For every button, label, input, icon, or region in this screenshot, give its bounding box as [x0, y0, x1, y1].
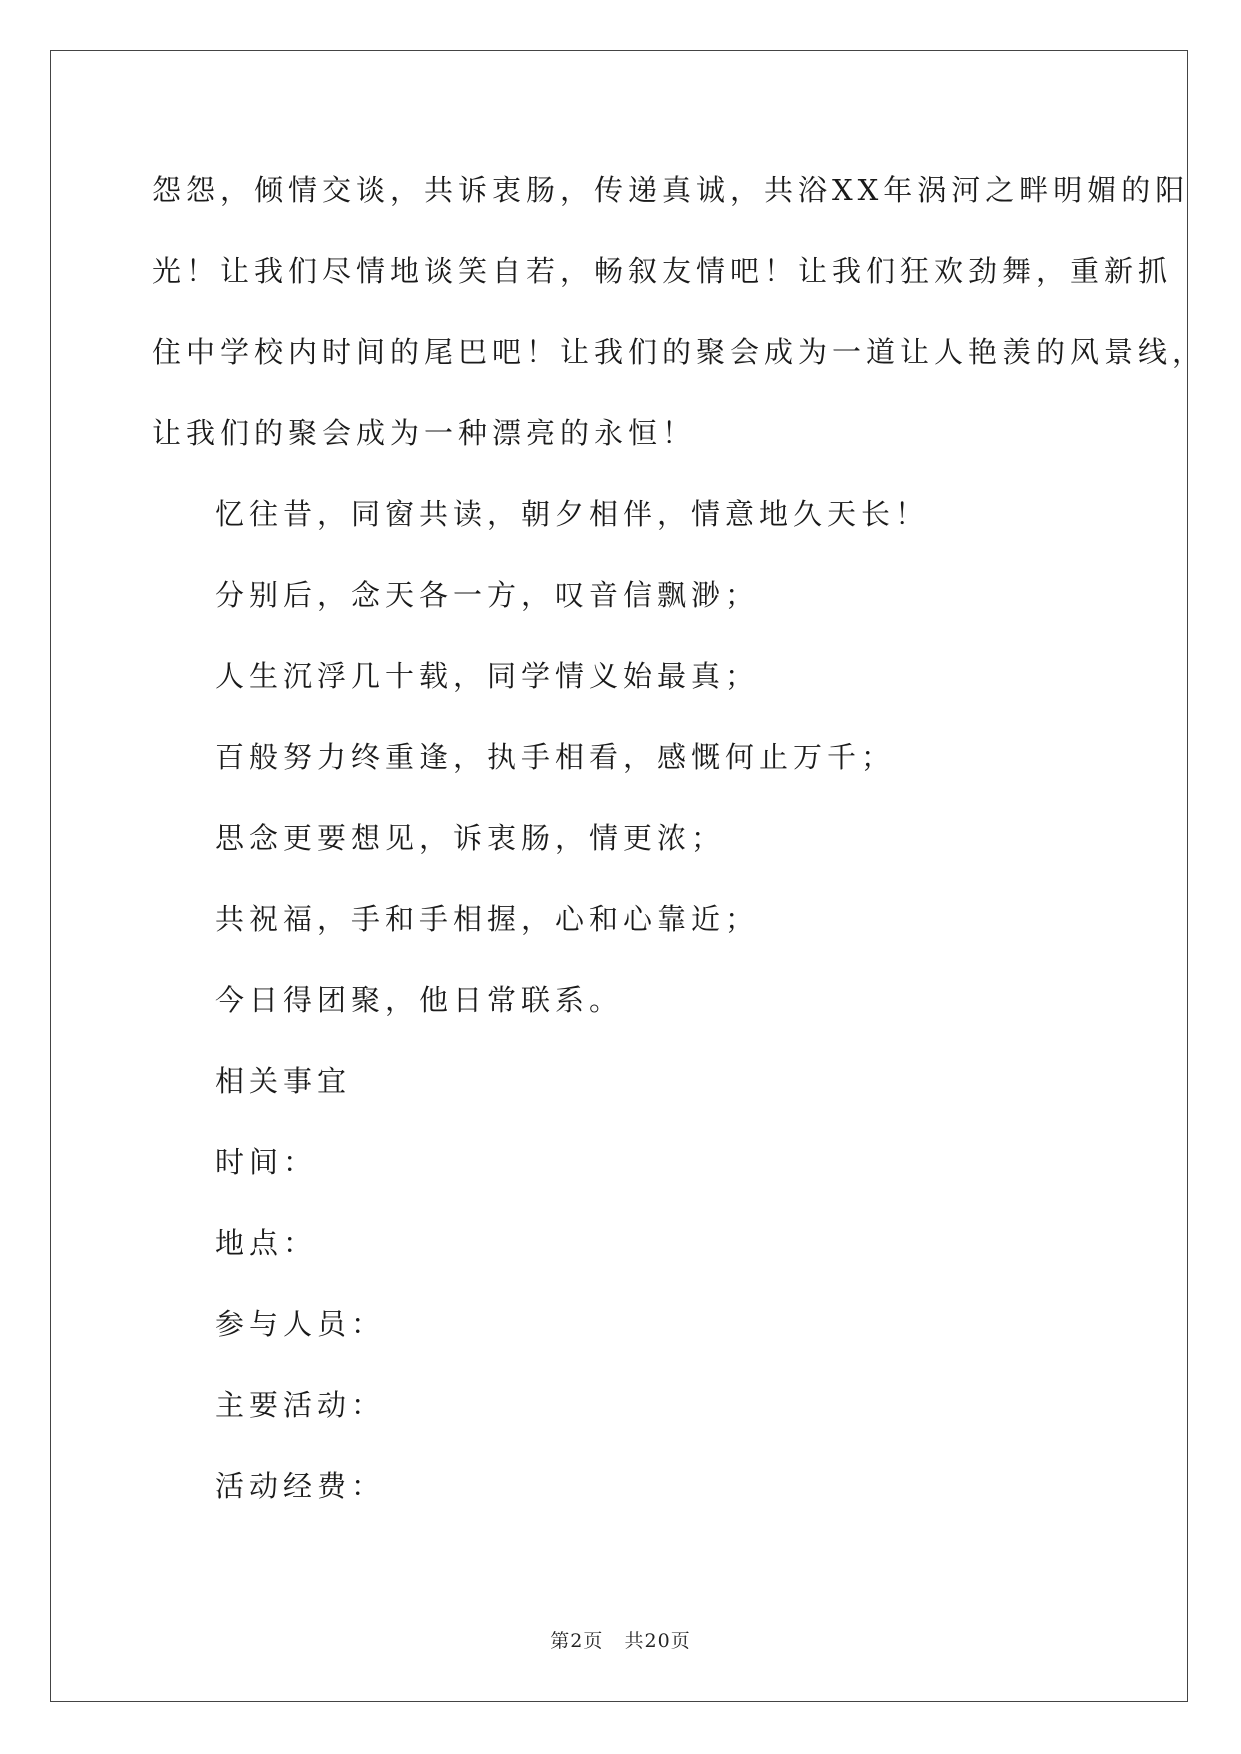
paragraph-line: 光！让我们尽情地谈笑自若，畅叙友情吧！让我们狂欢劲舞，重新抓 — [152, 254, 1173, 288]
section-heading: 相关事宜 — [215, 1064, 352, 1098]
paragraph-line: 怨怨，倾情交谈，共诉衷肠，传递真诚，共浴XX年涡河之畔明媚的阳 — [152, 173, 1190, 207]
field-participants-label: 参与人员： — [215, 1307, 386, 1341]
field-activities-label: 主要活动： — [215, 1388, 386, 1422]
paragraph-line: 忆往昔，同窗共读，朝夕相伴，情意地久天长！ — [215, 497, 930, 531]
field-location-label: 地点： — [215, 1226, 318, 1260]
page-total: 共20页 — [624, 1630, 691, 1652]
paragraph-line: 让我们的聚会成为一种漂亮的永恒！ — [152, 416, 697, 450]
field-budget-label: 活动经费： — [215, 1469, 386, 1503]
field-time-label: 时间： — [215, 1145, 318, 1179]
page-number: 第2页 — [550, 1630, 604, 1652]
paragraph-line: 思念更要想见，诉衷肠，情更浓； — [215, 821, 726, 855]
paragraph-line: 共祝福，手和手相握，心和心靠近； — [215, 902, 760, 936]
page-footer — [0, 1626, 1241, 1653]
paragraph-line: 住中学校内时间的尾巴吧！让我们的聚会成为一道让人艳羡的风景线， — [152, 335, 1207, 369]
paragraph-line: 分别后，念天各一方，叹音信飘渺； — [215, 578, 760, 612]
document-body — [152, 160, 1207, 1537]
paragraph-line: 百般努力终重逢，执手相看，感慨何止万千； — [215, 740, 896, 774]
paragraph-line: 今日得团聚，他日常联系。 — [215, 983, 624, 1017]
paragraph-line: 人生沉浮几十载，同学情义始最真； — [215, 659, 760, 693]
